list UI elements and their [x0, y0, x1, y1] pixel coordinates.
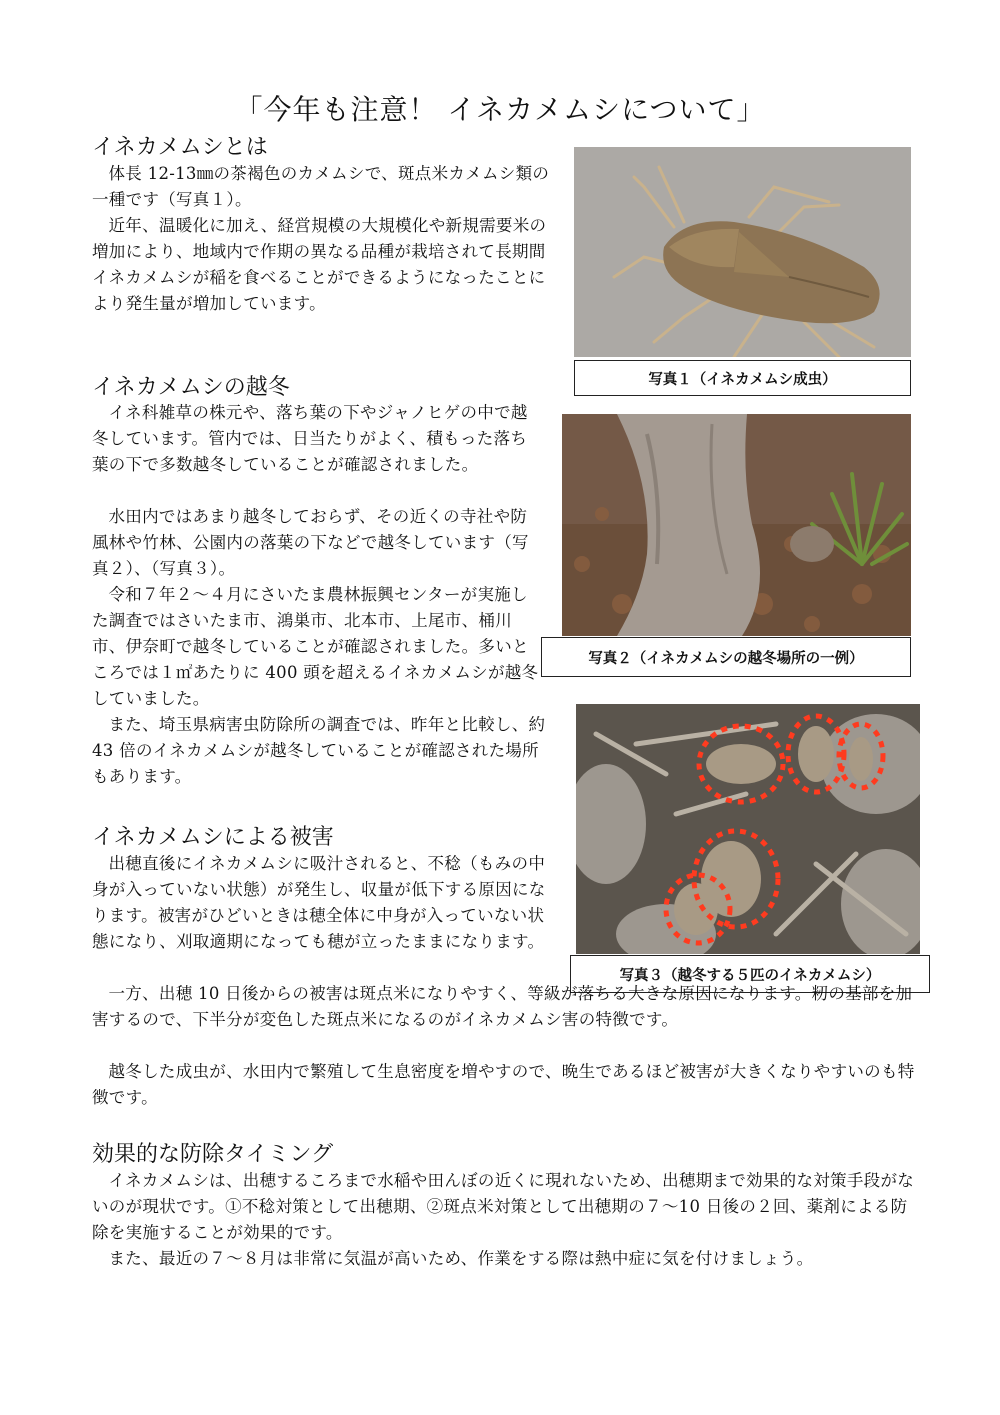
paragraph: また、最近の７～８月は非常に気温が高いため、作業をする際は熱中症に気を付けましょう。 — [108, 1249, 814, 1268]
photo-adult-bug — [574, 147, 911, 357]
section-heading-damage: イネカメムシによる被害 — [92, 825, 334, 850]
paragraph: イネカメムシは、出穂するころまで水稲や田んぼの近くに現れないため、出穂期まで効果的な対策手段がないのが現状です。①不稔対策として出穂期、②斑点米対策として出穂期の７～10 日後の２回、薬剤による防除を実施することが効果的です。 — [92, 1171, 915, 1242]
paragraph: また、埼玉県病害虫防除所の調査では、昨年と比較し、約 43 倍のイネカメムシが越冬していることが確認された場所もあります。 — [92, 715, 546, 786]
paragraph: 近年、温暖化に加え、経営規模の大規模化や新規需要米の増加により、地域内で作期の異なる品種が栽培されて長期間イネカメムシが稲を食べることができるようになったことにより発生量が増加しています。 — [92, 216, 547, 313]
paragraph: 令和７年２～４月にさいたま農林振興センターが実施した調査ではさいたま市、鴻巣市、北本市、上尾市、桶川市、伊奈町で越冬していることが確認されました。多いところでは１㎡あたりに 400 頭を超えるイネカメムシが越冬していました。 — [92, 585, 539, 708]
paragraph: 水田内ではあまり越冬しておらず、その近くの寺社や防風林や竹林、公園内の落葉の下などで越冬しています（写真２）、（写真３）。 — [92, 507, 529, 578]
paragraph: イネ科雑草の株元や、落ち葉の下やジャノヒゲの中で越冬しています。管内では、日当たりがよく、積もった落ち葉の下で多数越冬していることが確認されました。 — [92, 403, 528, 474]
photo-caption-1: 写真１（イネカメムシ成虫） — [574, 360, 911, 396]
photo-overwintering-site — [562, 414, 911, 636]
photo-five-bugs — [576, 704, 920, 954]
photo-caption-3: 写真３（越冬する５匹のイネカメムシ） — [570, 955, 930, 993]
page-title: 「今年も注意！ イネカメムシについて」 — [234, 93, 766, 126]
paragraph: 体長 12-13㎜の茶褐色のカメムシで、斑点米カメムシ類の一種です（写真１）。 — [92, 164, 550, 209]
section-heading-about: イネカメムシとは — [92, 135, 268, 160]
photo-caption-2: 写真２（イネカメムシの越冬場所の一例） — [541, 637, 911, 677]
paragraph: 越冬した成虫が、水田内で繁殖して生息密度を増やすので、晩生であるほど被害が大きくなりやすいのも特徴です。 — [92, 1062, 915, 1107]
section-heading-control-timing: 効果的な防除タイミング — [92, 1142, 334, 1167]
section-heading-overwintering: イネカメムシの越冬 — [92, 375, 290, 400]
paragraph: 一方、出穂 10 日後からの被害は斑点米になりやすく、等級が落ちる大きな原因になります。籾の基部を加害するので、下半分が変色した斑点米になるのがイネカメムシ害の特徴です。 — [92, 984, 913, 1029]
paragraph: 出穂直後にイネカメムシに吸汁されると、不稔（もみの中身が入っていない状態）が発生し、収量が低下する原因になります。被害がひどいときは穂全体に中身が入っていない状態になり、刈取適期になっても穂が立ったままになります。 — [92, 854, 546, 951]
